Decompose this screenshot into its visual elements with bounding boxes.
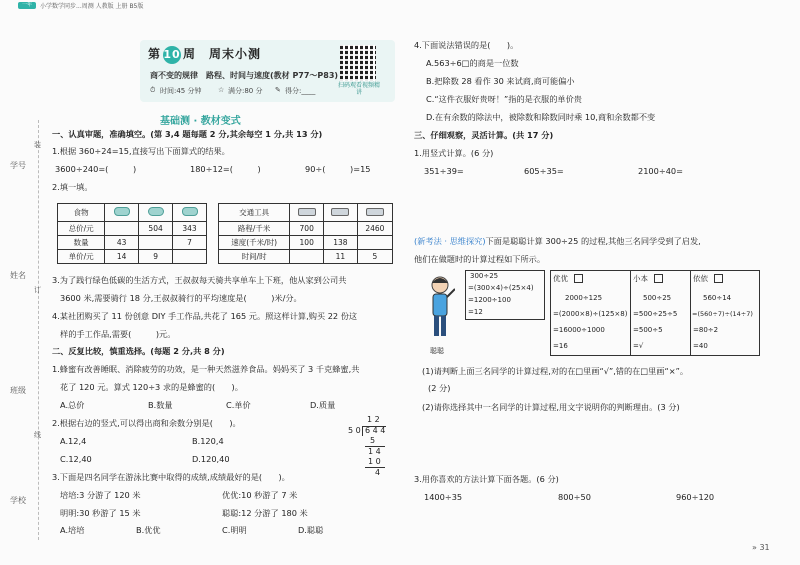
food-table	[57, 203, 207, 264]
pie-icon	[139, 204, 173, 222]
table-cell: 9	[139, 250, 173, 264]
pen-icon: ✎	[275, 86, 281, 94]
q3-2-1: (1)请判断上面三名同学的计算过程,对的在□里画“√”,错的在□里画“×”。	[422, 366, 689, 376]
division-remainder: 4	[375, 468, 381, 477]
table-cell: 数量	[58, 236, 105, 250]
q3-1: 1.用竖式计算。(6 分)	[414, 148, 494, 158]
division-step: 1 0	[368, 457, 381, 466]
swim-record: 培培:3 分游了 120 米	[60, 490, 141, 500]
table-cell	[290, 250, 324, 264]
table-cell: 14	[105, 250, 139, 264]
table-cell: 5	[357, 250, 392, 264]
option: D.质量	[310, 400, 336, 410]
calc-line: =(300×4)÷(25×4)	[468, 284, 534, 292]
swim-record: 聪聪:12 分游了 180 米	[222, 508, 308, 518]
table-cell	[357, 236, 392, 250]
option: D.在有余数的除法中，被除数和除数同时乘 10,商和余数都不变	[426, 112, 656, 122]
q2-3: 3.下面是四名同学在游泳比赛中取得的成绩,成绩最好的是( )。	[52, 472, 290, 482]
calc-line: =16	[553, 342, 568, 350]
swim-record: 明明:30 秒游了 15 米	[60, 508, 141, 518]
calc-line: =√	[633, 342, 644, 350]
table-cell: 路程/千米	[219, 222, 290, 236]
q2-4: 4.下面说法错误的是( )。	[414, 40, 519, 50]
score-field: 得分:____	[285, 87, 316, 95]
qr-pattern	[340, 45, 376, 81]
q3-2a: 下面是聪聪计算 300÷25 的过程,其他三名同学受到了启发,	[485, 236, 701, 246]
student-name: 优优	[553, 274, 568, 283]
table-cell: 2460	[357, 222, 392, 236]
calc-line: =500÷5	[633, 326, 663, 334]
calc-item: 605÷35=	[524, 166, 564, 176]
binding-mark: 装	[34, 141, 41, 149]
calc-item: 2100÷40=	[638, 166, 683, 176]
q1-1a: 3600÷240=( )	[55, 164, 137, 174]
week-pre: 第	[148, 47, 162, 61]
calc-line: =1200÷100	[468, 296, 511, 304]
week-title	[148, 45, 261, 64]
option: D.聪聪	[298, 525, 324, 535]
option: D.120,40	[192, 454, 230, 464]
q1-2: 2.填一填。	[52, 182, 93, 192]
table-cell: 100	[290, 236, 324, 250]
division-divisor: 5 0	[348, 426, 361, 435]
q3-2b: 他们在做题时的计算过程如下所示。	[414, 254, 546, 264]
table-cell	[105, 222, 139, 236]
qr-caption: 扫码观看视频精讲	[338, 82, 381, 96]
transport-table	[218, 203, 393, 264]
table-cell: 138	[324, 236, 358, 250]
q1-3a: 3.为了践行绿色低碳的生活方式，王叔叔每天骑共享单车上下班，他从家到公司共	[52, 275, 347, 285]
calc-line: =(2000×8)÷(125×8)	[553, 310, 628, 318]
clock-icon: ⏱	[150, 86, 156, 94]
division-step: 5	[370, 436, 376, 445]
option: B.数量	[148, 400, 173, 410]
calc-line: 2000÷125	[565, 294, 603, 302]
option: A.总价	[60, 400, 85, 410]
binding-line	[38, 120, 39, 540]
calc-item: 1400÷35	[424, 492, 463, 502]
binding-mark: 线	[34, 431, 41, 439]
header-text: 小学数学同步...周测 人教版 上册 B5版	[40, 3, 144, 10]
label-school: 学校	[10, 496, 26, 505]
table-cell	[173, 250, 207, 264]
option: C.单价	[226, 400, 251, 410]
option: C.12,40	[60, 454, 92, 464]
train-icon	[357, 204, 392, 222]
table-cell: 7	[173, 236, 207, 250]
quiz-title: 周末小测	[209, 47, 262, 61]
divider	[630, 270, 631, 356]
option: B.120,4	[192, 436, 224, 446]
table-cell: 速度(千米/时)	[219, 236, 290, 250]
option: B.把除数 28 看作 30 来试商,商可能偏小	[426, 76, 575, 86]
option: C.“这件衣服好贵呀！”指的是衣服的单价贵	[426, 94, 582, 104]
division-quotient: 1 2	[367, 415, 380, 424]
table-cell: 43	[105, 236, 139, 250]
q1-heading: 一、认真审题，准确填空。(第 3,4 题每题 2 分,其余每空 1 分,共 13 分)	[52, 129, 323, 139]
q1-4b: 样的手工作品,需要( )元。	[60, 329, 176, 339]
check-box[interactable]	[574, 274, 583, 283]
section-heading: 基础测 · 教材变式	[160, 116, 241, 127]
page-number-value: 31	[759, 543, 770, 552]
q3-2-2: (2)请你选择其中一名同学的计算过程,用文字说明你的判断理由。(3 分)	[422, 402, 680, 412]
check-box[interactable]	[654, 274, 663, 283]
boy-name: 聪聪	[430, 347, 444, 355]
calc-line: =40	[693, 342, 708, 350]
calc-line: =(560÷7)÷(14÷7)	[692, 310, 753, 318]
division-step: 1 4	[368, 447, 381, 456]
binding-mark: 订	[34, 286, 41, 294]
student-name: 依依	[693, 274, 708, 283]
swim-record: 优优:10 秒游了 7 米	[222, 490, 298, 500]
calc-line: =500÷25÷5	[633, 310, 678, 318]
q3-2-line1	[414, 236, 701, 247]
table-cell	[324, 222, 358, 236]
calc-line: =12	[468, 308, 483, 316]
q1-1c: 90÷( )=15	[305, 164, 371, 174]
subtitle: 商不变的规律 路程、时间与速度(教材 P77～P83)	[150, 71, 339, 80]
table-header: 食物	[58, 204, 105, 222]
table-cell: 700	[290, 222, 324, 236]
calc-line: =16000÷1000	[553, 326, 605, 334]
option: B.优优	[136, 525, 161, 535]
q1-3b: 3600 米,需要骑行 18 分,王叔叔骑行的平均速度是( )米/分。	[60, 293, 302, 303]
q2-1b: 花了 120 元。算式 120÷3 求的是蜂蜜的( )。	[60, 382, 243, 392]
calc-line: 300÷25	[470, 272, 499, 280]
q3-heading: 三、仔细观察，灵活计算。(共 17 分)	[414, 130, 554, 140]
page-number: » 31	[752, 543, 770, 552]
car-icon	[290, 204, 324, 222]
option: A.563÷6□的商是一位数	[426, 58, 519, 68]
week-post: 周	[183, 47, 197, 61]
label-student-no: 学号	[10, 161, 26, 170]
table-cell: 11	[324, 250, 358, 264]
table-cell: 时间/时	[219, 250, 290, 264]
table-cell: 单价/元	[58, 250, 105, 264]
q2-heading: 二、反复比较，慎重选择。(每题 2 分,共 8 分)	[52, 346, 225, 356]
table-cell: 504	[139, 222, 173, 236]
q1-1: 1.根据 360÷24=15,直接写出下面算式的结果。	[52, 146, 230, 156]
divider	[690, 270, 691, 356]
option: A.12,4	[60, 436, 87, 446]
calc-item: 800÷50	[558, 492, 591, 502]
new-method-tag: (新考法 · 思维探究)	[414, 236, 486, 246]
student-name: 小本	[633, 274, 648, 283]
calc-line: 500÷25	[643, 294, 672, 302]
header-tag: 一年	[18, 2, 36, 9]
calc-item: 960÷120	[676, 492, 715, 502]
full-score: 满分:80 分	[228, 87, 263, 95]
calc-item: 351÷39=	[424, 166, 464, 176]
table-cell: 总价/元	[58, 222, 105, 236]
label-class: 班级	[10, 386, 26, 395]
calc-line: 560÷14	[703, 294, 732, 302]
q1-4a: 4.某社团购买了 11 份创意 DIY 手工作品,共花了 165 元。照这样计算,购买 22 份这	[52, 311, 358, 321]
label-name: 姓名	[10, 271, 26, 280]
q2-1a: 1.蜂蜜有改善睡眠、消除疲劳的功效，是一种天然滋养食品。妈妈买了 3 千克蜂蜜,共	[52, 364, 360, 374]
check-box[interactable]	[714, 274, 723, 283]
week-number: 10	[163, 46, 181, 64]
boy-illustration-icon	[425, 275, 455, 345]
star-icon: ☆	[218, 86, 225, 94]
table-header: 交通工具	[219, 204, 290, 222]
q1-1b: 180÷12=( )	[190, 164, 261, 174]
option: A.培培	[60, 525, 85, 535]
table-cell: 343	[173, 222, 207, 236]
q3-2-1-score: (2 分)	[428, 383, 451, 393]
table-cell	[139, 236, 173, 250]
q2-2: 2.根据右边的竖式,可以得出商和余数分别是( )。	[52, 418, 241, 428]
option: C.明明	[222, 525, 247, 535]
time-limit: 时间:45 分钟	[160, 87, 202, 95]
jelly-icon	[173, 204, 207, 222]
bus-icon	[324, 204, 358, 222]
calc-line: =80÷2	[693, 326, 719, 334]
cake-icon	[105, 204, 139, 222]
q3-3: 3.用你喜欢的方法计算下面各题。(6 分)	[414, 474, 559, 484]
division-dividend: 6 4 4	[365, 426, 386, 435]
